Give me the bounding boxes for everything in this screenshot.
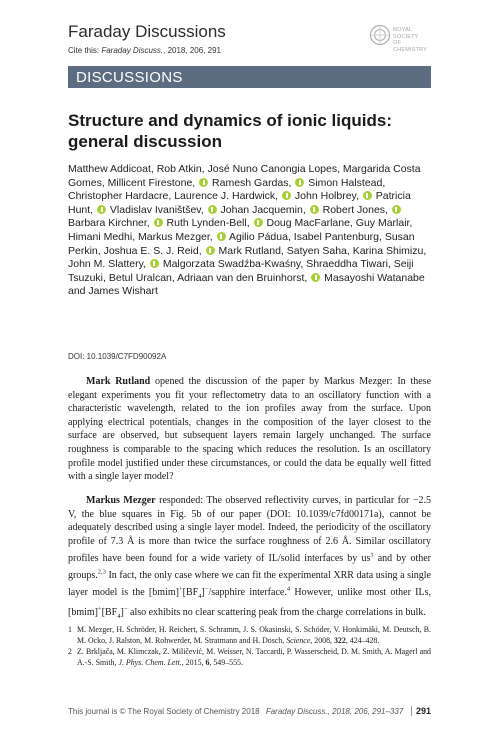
orcid-icon[interactable] — [295, 178, 304, 187]
orcid-icon[interactable] — [208, 205, 217, 214]
reference-item — [68, 625, 431, 646]
orcid-icon[interactable] — [392, 205, 401, 214]
section-label: DISCUSSIONS — [76, 69, 183, 86]
section-band — [68, 66, 431, 88]
reference-text: M. Mezger, H. Schröder, H. Reichert, S. Schramm, J. S. Okasinski, S. Schöder, V. Honkimäki, M. Deutsch, B. M. Ocko, J. Ralston, M. Rohwerder, M. Stratmann and H. Dosch, Science, 2008, 322, 424–428. — [77, 625, 431, 645]
orcid-icon[interactable] — [282, 191, 291, 200]
orcid-icon[interactable] — [206, 246, 215, 255]
journal-name: Faraday Discussions — [68, 22, 226, 41]
cite-line: Cite this: Faraday Discuss., 2018, 206, 291 — [68, 46, 221, 55]
paragraph-text: opened the discussion of the paper by Markus Mezger: In these elegant experiments you fit your reflectometry data to an oscillatory function with a characteristic wavelength, related to the ion profiles away from the surface. Upon applying electrical potentials, changes in the composition of the layer closest to the surface are observed, but subsequent layers remain largely unchanged. The surface roughness is comparable to the spacing which reduces the resolution. Is an oscillatory profile model justified under these circumstances, or could the data be equally well fitted with a single layer model? — [68, 376, 432, 483]
copyright-text: This journal is © The Royal Society of Chemistry 2018 — [68, 707, 260, 716]
orcid-icon[interactable] — [254, 218, 263, 227]
page-footer — [68, 707, 431, 716]
page-number: 291 — [411, 706, 431, 716]
reference-text: Z. Brkljača, M. Klimczak, Z. Miličević, M. Weisser, N. Taccardi, P. Wasserscheid, D. M. Smith, A. Magerl and A.-S. Smith, J. Phys. Chem. Lett., 2015, 6, 549–555. — [77, 647, 431, 667]
paragraph-2 — [68, 494, 431, 624]
speaker-name: Mark Rutland — [86, 376, 151, 387]
reference-item — [68, 647, 431, 668]
paragraph-text: responded: The observed reflectivity curves, in particular for −2.5 V, the blue squares in Fig. 5b of our paper (DOI: 10.1039/c7fd00171a), cannot be adequately described using a single layer model. Indeed, the periodicity of the oscillatory profile of 7.3 Å is more than twice the surface roughness of 2.6 Å. Similar oscillatory profiles have been found for a wide variety of IL/solid interfaces by $us^1$ and by other groups.$^{2,3}$ In fact, the only case where we can fit the experimental XRR data using a single layer model is the $[bmim]^+[BF_4]^-$/sapphire interface.$^4$ However, unlike most other ILs, $[bmim]^+[BF_4]^-$ also exhibits no clear scattering peak from the charge correlations in bulk. — [68, 495, 431, 621]
logo-text: ROYAL SOCIETY OF CHEMISTRY — [393, 27, 428, 53]
speaker-name: Markus Mezger — [86, 495, 156, 506]
orcid-icon[interactable] — [363, 191, 372, 200]
reference-number: 2 — [68, 647, 72, 656]
orcid-icon[interactable] — [199, 178, 208, 187]
footer-cite: Faraday Discuss., 2018, 206, 291–337 — [265, 707, 404, 716]
orcid-icon[interactable] — [97, 205, 106, 214]
article-title: Structure and dynamics of ionic liquids: general discussion — [68, 111, 392, 151]
orcid-icon[interactable] — [217, 232, 226, 241]
paragraph-1 — [68, 375, 431, 484]
reference-number: 1 — [68, 625, 72, 634]
orcid-icon[interactable] — [150, 259, 159, 268]
orcid-icon[interactable] — [310, 205, 319, 214]
author-list: Matthew Addicoat, Rob Atkin, José Nuno Canongia Lopes, Margarida Costa Gomes, Millicent Firestone, Ramesh Gardas, Simon Halstead, Christopher Hardacre, Laurence J. Hardwick, John Holbrey, Patricia Hunt, Vladislav Ivaništšev, Johan Jacquemin, Robert Jones, Barbara Kirchner, Ruth Lynden-Bell, Doug MacFarlane, Guy Marlair, Himani Medhi, Markus Mezger, Agilio Pádua, Isabel Pantenburg, Susan Perkin, Joshua E. S. J. Reid, Mark Rutland, Satyen Saha, Karina Shimizu, John M. Slattery, Malgorzata Swadźba-Kwaśny, Shraeddha Tiwari, Seiji Tsuzuki, Betul Uralcan, Adriaan van den Bruinhorst, Masayoshi Watanabe and James Wishart — [68, 163, 427, 298]
reference-list — [68, 625, 431, 669]
rsc-logo — [369, 24, 431, 53]
orcid-icon[interactable] — [311, 273, 320, 282]
doi: DOI: 10.1039/C7FD90092A — [68, 352, 167, 361]
orcid-icon[interactable] — [154, 218, 163, 227]
rsc-logo-icon — [369, 24, 391, 46]
